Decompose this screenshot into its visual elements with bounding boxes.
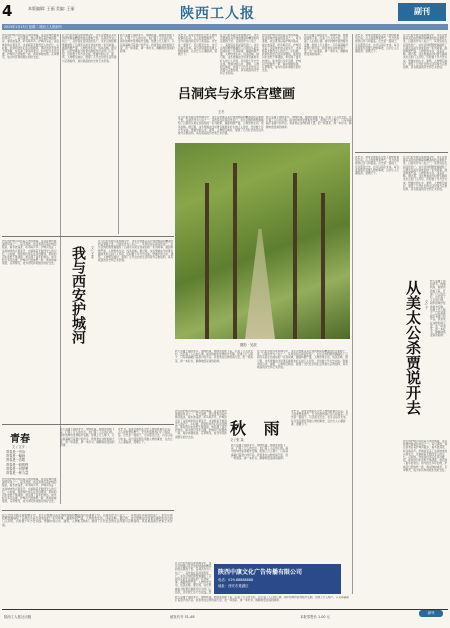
mural-intro-3: 西安的护城河环绕着古老的城墙，是这座城市最美的风景之一。每当清晨，我总喜欢沿着护城河散步，看水波荡漾，听鸟鸣声声。护城河见证了这座城市的兴衰变迁，也承载着无数西安人的记忆。小时候，我常和伙伴们在河边嬉戏，那时的河水虽然不够清澈，却充满了童年的欢乐。如今经过多年治理，护城河已经焕然一新，两岸绿树成荫，花草繁茂，成为市民休闲娱乐的好去处。 bbox=[262, 34, 301, 73]
rain-body-4: 秋天是属于雨的季节。绵绵秋雨，淅淅沥沥地下着，打湿了行人的衣衫，也打湿了人们的心情。雨中的城市显得格外安静，街道上行人稀少，只有雨滴敲打着窗户的声音。我喜欢在这样的雨天里，泡一杯清茶，捧一本好书，静静地感受雨的韵律。 bbox=[231, 444, 289, 460]
mural-author: 王冬 bbox=[218, 110, 225, 114]
ad-phone: 电话：029-88888888 bbox=[218, 578, 254, 582]
footer-postal-code: 邮发代号 51-48 bbox=[170, 615, 195, 619]
photo-caption: 摄影 · 吴波 bbox=[240, 343, 257, 347]
footer-publisher: 陕西工人报社出版 bbox=[4, 615, 32, 619]
tree-trunk bbox=[233, 163, 237, 339]
mural-intro-1: 读史书，常常会被那些历史人物的故事所打动。古人的智慧和勇气，至今仍值得我们学习和借鉴。历史是一面镜子，可以照见过去，也可以指引未来。每当读到那些英雄人物的事迹，总会让人心潮澎湃，感慨万千。 bbox=[178, 34, 217, 57]
xian-headline: 我与西安护城河 bbox=[70, 246, 86, 344]
mural-headline: 吕洞宾与永乐宫壁画 bbox=[178, 87, 296, 102]
mural-intro-4: 秋天是属于雨的季节。绵绵秋雨，淅淅沥沥地下着，打湿了行人的衣衫，也打湿了人们的心情。雨中的城市显得格外安静，街道上行人稀少，只有雨滴敲打着窗户的声音。我喜欢在这样的雨天里，泡一杯清茶，捧一本好书，静静地感受雨的韵律。 bbox=[304, 34, 349, 57]
ad-footnote: 秋天是属于雨的季节。绵绵秋雨，淅淅沥沥地下着，打湿了行人的衣衫，也打湿了人们的心情。雨中的城市显得格外安静，街道上行人稀少，只有雨滴敲打着窗户的声音。我喜欢在这样的雨天里，泡一杯清茶，捧一本好书，静静地感受雨的韵律。 bbox=[175, 596, 349, 603]
date-line: 2015年1月13日 星期二 陕西工人报副刊 bbox=[4, 25, 62, 29]
poem-line: 青春是一首诗 bbox=[6, 450, 26, 454]
rain-body-2: 在元代的多数寺观和佛寺中，永乐宫壁画以其宏伟的规模和精湛的技法著称于世。吕洞宾作为八仙之一，其传说在民间流传甚广。永乐宫纯阳殿壁画描绘了吕洞宾从诞生到成仙的一系列故事，画面构图严谨，人物形象生动，线条流畅。据记载，这些壁画由当时著名画师朱好古的门人所绘，历时数十年方告完成。壁画中的山水、建筑、人物相互映衬，展现了元代社会的生活风貌与宗教信仰，具有极高的历史和艺术价值。 bbox=[257, 350, 348, 370]
poem-line: 青春是一份梦想 bbox=[6, 466, 29, 471]
mural-body-1: 在元代的多数寺观和佛寺中，永乐宫壁画以其宏伟的规模和精湛的技法著称于世。吕洞宾作为八仙之一，其传说在民间流传甚广。永乐宫纯阳殿壁画描绘了吕洞宾从诞生到成仙的一系列故事，画面构图严谨，人物形象生动，线条流畅。据记载，这些壁画由当时著名画师朱好古的门人所绘，历时数十年方告完成。壁画中的山水、建筑、人物相互映衬，展现了元代社会的生活风貌与宗教信仰，具有极高的历史和艺术价值。 bbox=[178, 116, 264, 136]
poem-line: 青春是一种力量 bbox=[6, 471, 29, 476]
page-corner-badge: 副刊 bbox=[419, 610, 443, 617]
poem-line: 青春是一段旅程 bbox=[6, 462, 29, 467]
mural-intro-2: 在元代的多数寺观和佛寺中，永乐宫壁画以其宏伟的规模和精湛的技法著称于世。吕洞宾作为八仙之一，其传说在民间流传甚广。永乐宫纯阳殿壁画描绘了吕洞宾从诞生到成仙的一系列故事，画面构图严谨，人物形象生动，线条流畅。据记载，这些壁画由当时著名画师朱好古的门人所绘，历时数十年方告完成。壁画中的山水、建筑、人物相互映衬，展现了元代社会的生活风貌与宗教信仰，具有极高的历史和艺术价值。 bbox=[220, 34, 259, 76]
rain-headline: 秋 雨 bbox=[230, 419, 286, 438]
footer bbox=[0, 612, 450, 628]
ad-address: 地址：西安市莲湖区 bbox=[218, 584, 249, 588]
qingchun-author: 文 / 文字 bbox=[12, 445, 25, 449]
newspaper-logo: 陕西工人报 bbox=[180, 6, 255, 22]
cup-body-3: 西安的护城河环绕着古老的城墙，是这座城市最美的风景之一。每当清晨，我总喜欢沿着护城河散步，看水波荡漾，听鸟鸣声声。护城河见证了这座城市的兴衰变迁，也承载着无数西安人的记忆。小时候，我常和伙伴们在河边嬉戏，那时的河水虽然不够清澈，却充满了童年的欢乐。如今经过多年治理，护城河已经焕然一新，两岸绿树成荫，花草繁茂，成为市民休闲娱乐的好去处。 bbox=[403, 440, 448, 472]
footer-price: 本报零售价 1.00 元 bbox=[300, 615, 331, 619]
xian-body-2: 在元代的多数寺观和佛寺中，永乐宫壁画以其宏伟的规模和精湛的技法著称于世。吕洞宾作为八仙之一，其传说在民间流传甚广。永乐宫纯阳殿壁画描绘了吕洞宾从诞生到成仙的一系列故事，画面构图严谨，人物形象生动，线条流畅。据记载，这些壁画由当时著名画师朱好古的门人所绘，历时数十年方告完成。壁画中的山水、建筑、人物相互映衬，展现了元代社会的生活风貌与宗教信仰，具有极高的历史和艺术价值。 bbox=[98, 240, 174, 263]
right-body-2: 在元代的多数寺观和佛寺中，永乐宫壁画以其宏伟的规模和精湛的技法著称于世。吕洞宾作为八仙之一，其传说在民间流传甚广。永乐宫纯阳殿壁画描绘了吕洞宾从诞生到成仙的一系列故事，画面构图严谨，人物形象生动，线条流畅。据记载，这些壁画由当时著名画师朱好古的门人所绘，历时数十年方告完成。壁画中的山水、建筑、人物相互映衬，展现了元代社会的生活风貌与宗教信仰，具有极高的历史和艺术价值。 bbox=[403, 34, 448, 70]
ad-title: 陕西中康文化广告传播有限公司 bbox=[218, 569, 303, 576]
ad-side-text: 在元代的多数寺观和佛寺中，永乐宫壁画以其宏伟的规模和精湛的技法著称于世。吕洞宾作为八仙之一，其传说在民间流传甚广。永乐宫纯阳殿壁画描绘了吕洞宾从诞生到成仙的一系列故事，画面构图严谨，人物形象生动，线条流畅。据记载，这些壁画由当时著名画师朱好古的门人所绘，历时数十年方告完成。壁 bbox=[175, 562, 212, 594]
date-bar bbox=[2, 24, 448, 30]
qingchun-body-2: 读史书，常常会被那些历史人物的故事所打动。古人的智慧和勇气，至今仍值得我们学习和借鉴。历史是一面镜子，可以照见过去，也可以指引未来。每当读到那些英雄人物的事迹，总会让人心潮澎湃，感慨万千。 bbox=[118, 428, 173, 444]
section-divider bbox=[355, 152, 448, 153]
advertisement bbox=[214, 564, 341, 594]
mural-body-2: 秋天是属于雨的季节。绵绵秋雨，淅淅沥沥地下着，打湿了行人的衣衫，也打湿了人们的心情。雨中的城市显得格外安静，街道上行人稀少，只有雨滴敲打着窗户的声音。我喜欢在这样的雨天里，泡一杯清茶，捧一本好书，静静地感受雨的韵律。 bbox=[266, 116, 352, 129]
section-divider bbox=[2, 236, 174, 237]
masthead bbox=[0, 0, 450, 32]
article-body-left-top-2: 在元代的多数寺观和佛寺中，永乐宫壁画以其宏伟的规模和精湛的技法著称于世。吕洞宾作为八仙之一，其传说在民间流传甚广。永乐宫纯阳殿壁画描绘了吕洞宾从诞生到成仙的一系列故事，画面构图严谨，人物形象生动，线条流畅。据记载，这些壁画由当时著名画师朱好古的门人所绘，历时数十年方告完成。壁画中的山水、建筑、人物相互映衬，展现了元代社会的生活风貌与宗教信仰，具有极高的历史和艺术价值。 bbox=[62, 34, 117, 63]
rain-body-3: 西安的护城河环绕着古老的城墙，是这座城市最美的风景之一。每当清晨，我总喜欢沿着护城河散步，看水波荡漾，听鸟鸣声声。护城河见证了这座城市的兴衰变迁，也承载着无数西安人的记忆。小时候，我常和伙伴们在河边嬉戏，那时的河水虽然不够清澈，却充满了童年的欢乐。如今经过多年治理，护城河已经焕然一新，两岸绿树成荫，花草繁茂，成为市民休闲娱乐的好去处。 bbox=[175, 410, 227, 439]
qingchun-body-1: 秋天是属于雨的季节。绵绵秋雨，淅淅沥沥地下着，打湿了行人的衣衫，也打湿了人们的心情。雨中的城市显得格外安静，街道上行人稀少，只有雨滴敲打着窗户的声音。我喜欢在这样的雨天里，泡一杯清茶，捧一本好书，静静地感受雨的韵律。 bbox=[60, 428, 115, 448]
rain-author: 文 / 张 某 bbox=[230, 438, 244, 442]
rain-body-1: 秋天是属于雨的季节。绵绵秋雨，淅淅沥沥地下着，打湿了行人的衣衫，也打湿了人们的心情。雨中的城市显得格外安静，街道上行人稀少，只有雨滴敲打着窗户的声音。我喜欢在这样的雨天里，泡一杯清茶，捧一本好书，静静地感受雨的韵律。 bbox=[175, 350, 253, 363]
forest-photo bbox=[175, 143, 350, 339]
page-number: 4 bbox=[2, 2, 13, 20]
cup-author: 文 / 于 bbox=[424, 300, 428, 310]
cup-headline: 从美太公杀贾说开去 bbox=[404, 280, 422, 415]
cup-body-4: 秋天是属于雨的季节。绵绵秋雨，淅淅沥沥地下着，打湿了行人的衣衫，也打湿了人们的心情。雨中的城市显得格外安静，街道上行人稀少，只有雨滴敲打着窗户的声音。我喜欢在这样的雨天里，泡一杯清茶，捧一本好书，静静地感受雨的韵律。 bbox=[430, 280, 446, 338]
tree-trunk bbox=[293, 173, 297, 339]
article-body-left-top-1: 西安的护城河环绕着古老的城墙，是这座城市最美的风景之一。每当清晨，我总喜欢沿着护城河散步，看水波荡漾，听鸟鸣声声。护城河见证了这座城市的兴衰变迁，也承载着无数西安人的记忆。小时候，我常和伙伴们在河边嬉戏，那时的河水虽然不够清澈，却充满了童年的欢乐。如今经过多年治理，护城河已经焕然一新，两岸绿树成荫，花草繁茂，成为市民休闲娱乐的好去处。 bbox=[2, 34, 60, 60]
qingchun-poem bbox=[6, 450, 56, 475]
footer-rule bbox=[2, 609, 448, 610]
bottom-left-body: 在元代的多数寺观和佛寺中，永乐宫壁画以其宏伟的规模和精湛的技法著称于世。吕洞宾作为八仙之一，其传说在民间流传甚广。永乐宫纯阳殿壁画描绘了吕洞宾从诞生到成仙的一系列故事，画面构图严谨，人物形象生动，线条流畅。据记载，这些壁画由当时著名画师朱好古的门人所绘，历时数十年方告完成。壁画中的山水、建筑、人物相互映衬，展现了元代社会的生活风貌与宗教信仰，具有极高的历史和艺术价值。 bbox=[2, 514, 173, 527]
poem-line: 青春是一首歌 bbox=[6, 458, 26, 463]
section-label: 副刊 bbox=[398, 3, 446, 21]
qingchun-body-3: 西安的护城河环绕着古老的城墙，是这座城市最美的风景之一。每当清晨，我总喜欢沿着护城河散步，看水波荡漾，听鸟鸣声声。护城河见证了这座城市的兴衰变迁，也承载着无数西安人的记忆。小时候，我常和伙伴们在河边嬉戏，那时的河水虽然不够清澈，却充满了童年的欢乐。如今经过多年治理，护城河已经焕然一新，两岸绿树成荫，花草繁茂，成为市民休闲娱乐的好去处。 bbox=[2, 478, 57, 504]
tree-trunk bbox=[205, 183, 209, 339]
cup-body-2: 在元代的多数寺观和佛寺中，永乐宫壁画以其宏伟的规模和精湛的技法著称于世。吕洞宾作为八仙之一，其传说在民间流传甚广。永乐宫纯阳殿壁画描绘了吕洞宾从诞生到成仙的一系列故事，画面构图严谨，人物形象生动，线条流畅。据记载，这些壁画由当时著名画师朱好古的门人所绘，历时数十年方告完成。壁画中的山水、建筑、人物相互映衬，展现了元代社会的生活风貌与宗教信仰，具有极高的历史和艺术价值。 bbox=[403, 156, 448, 192]
rain-body-5: 读史书，常常会被那些历史人物的故事所打动。古人的智慧和勇气，至今仍值得我们学习和借鉴。历史是一面镜子，可以照见过去，也可以指引未来。每当读到那些英雄人物的事迹，总会让人心潮澎湃，感慨万千。 bbox=[291, 410, 349, 426]
section-divider bbox=[2, 510, 174, 511]
poem-line: 青春是一幅画 bbox=[6, 454, 26, 459]
header-meta: 本版编辑: 王丽 美编: 王丽 bbox=[28, 6, 75, 11]
column-rule bbox=[352, 34, 353, 594]
column-rule bbox=[118, 34, 119, 234]
tree-trunk bbox=[321, 193, 325, 339]
cup-body-1: 读史书，常常会被那些历史人物的故事所打动。古人的智慧和勇气，至今仍值得我们学习和借鉴。历史是一面镜子，可以照见过去，也可以指引未来。每当读到那些英雄人物的事迹，总会让人心潮澎湃，感慨万千。 bbox=[355, 156, 400, 176]
right-body-1: 读史书，常常会被那些历史人物的故事所打动。古人的智慧和勇气，至今仍值得我们学习和借鉴。历史是一面镜子，可以照见过去，也可以指引未来。每当读到那些英雄人物的事迹，总会让人心潮澎湃，感慨万千。 bbox=[355, 34, 400, 54]
forest-path bbox=[245, 229, 275, 339]
article-body-left-top-3: 秋天是属于雨的季节。绵绵秋雨，淅淅沥沥地下着，打湿了行人的衣衫，也打湿了人们的心情。雨中的城市显得格外安静，街道上行人稀少，只有雨滴敲打着窗户的声音。我喜欢在这样的雨天里，泡一杯清茶，捧一本好书，静静地感受雨的韵律。 bbox=[120, 34, 175, 54]
xian-author: 文 / 王冬 bbox=[90, 246, 94, 259]
section-divider bbox=[2, 424, 174, 425]
xian-body-1: 西安的护城河环绕着古老的城墙，是这座城市最美的风景之一。每当清晨，我总喜欢沿着护城河散步，看水波荡漾，听鸟鸣声声。护城河见证了这座城市的兴衰变迁，也承载着无数西安人的记忆。小时候，我常和伙伴们在河边嬉戏，那时的河水虽然不够清澈，却充满了童年的欢乐。如今经过多年治理，护城河已经焕然一新，两岸绿树成荫，花草繁茂，成为市民休闲娱乐的好去处。 bbox=[2, 240, 57, 266]
qingchun-headline: 青春 bbox=[10, 434, 30, 445]
